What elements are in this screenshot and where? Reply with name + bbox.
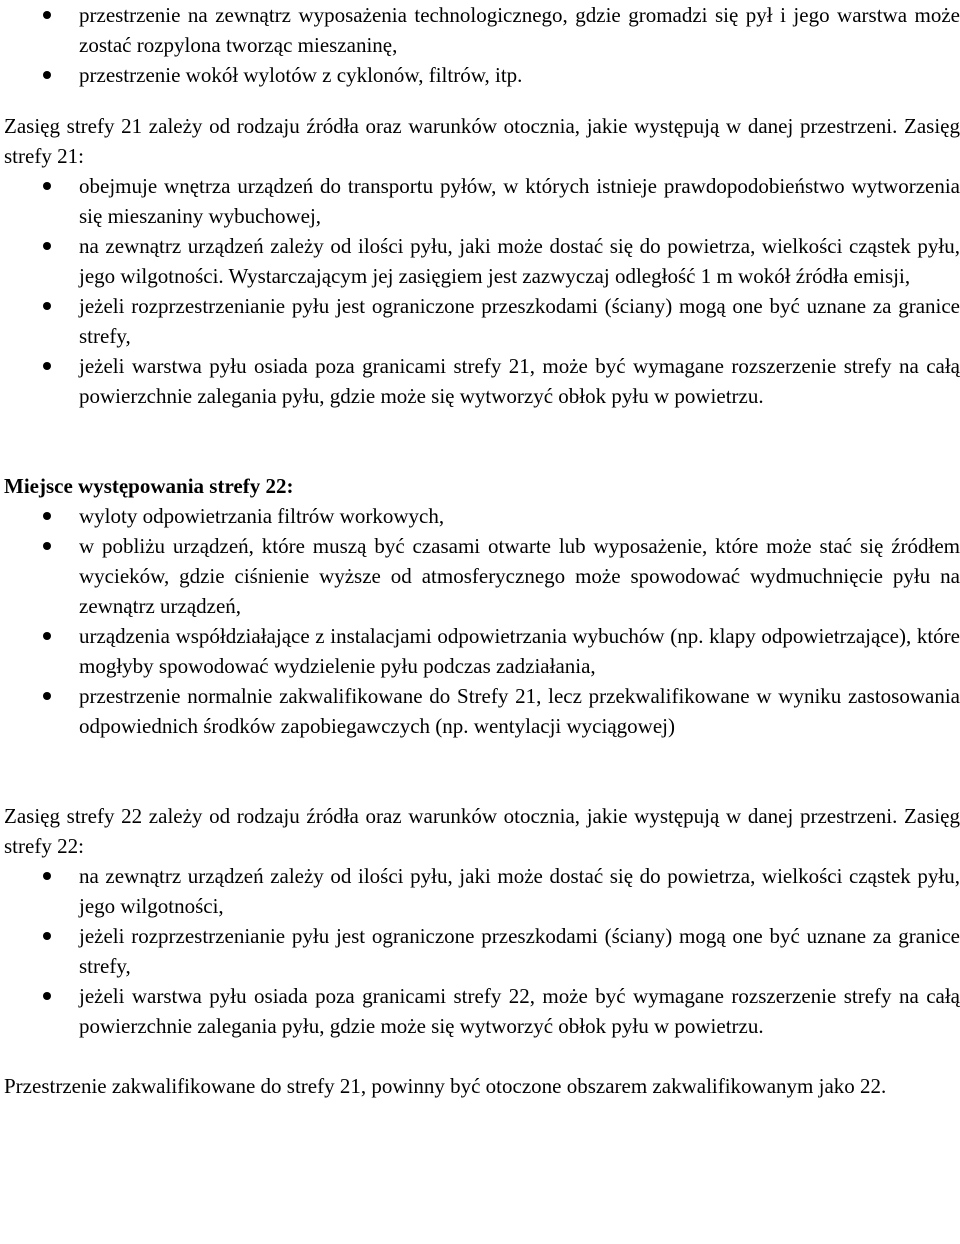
zone21-locations-list-continued — [4, 0, 960, 90]
list-item — [4, 861, 960, 921]
list-item — [4, 291, 960, 351]
list-item-text: na zewnątrz urządzeń zależy od ilości pyłu, jaki może dostać się do powietrza, wielkości cząstek pyłu, jego wilgotności, — [79, 864, 960, 918]
list-item — [4, 921, 960, 981]
list-item-text: przestrzenie na zewnątrz wyposażenia technologicznego, gdzie gromadzi się pył i jego warstwa może zostać rozpylona tworząc mieszaninę, — [79, 3, 960, 57]
bullet-icon — [43, 362, 51, 370]
spacer — [4, 90, 960, 111]
bullet-icon — [43, 932, 51, 940]
list-item — [4, 351, 960, 411]
bullet-icon — [43, 242, 51, 250]
list-item-text: przestrzenie wokół wylotów z cyklonów, filtrów, itp. — [79, 63, 523, 87]
list-item — [4, 981, 960, 1041]
zone22-range-list — [4, 861, 960, 1041]
list-item-text: na zewnątrz urządzeń zależy od ilości pyłu, jaki może dostać się do powietrza, wielkości cząstek pyłu, jego wilgotności. Wystarczającym jej zasięgiem jest zazwyczaj odległość 1 m wokół źródła emisji, — [79, 234, 960, 288]
document-page — [4, 0, 960, 1101]
bullet-icon — [43, 71, 51, 79]
bullet-icon — [43, 11, 51, 19]
zone21-range-list — [4, 171, 960, 411]
list-item — [4, 0, 960, 60]
list-item-text: wyloty odpowietrzania filtrów workowych, — [79, 504, 445, 528]
zone22-heading: Miejsce występowania strefy 22: — [4, 474, 294, 498]
list-item — [4, 501, 960, 531]
zone21-range-paragraph: Zasięg strefy 21 zależy od rodzaju źródła oraz warunków otocznia, jakie występują w danej przestrzeni. Zasięg strefy 21: — [4, 114, 960, 168]
bullet-icon — [43, 992, 51, 1000]
list-item-text: jeżeli warstwa pyłu osiada poza granicami strefy 21, może być wymagane rozszerzenie strefy na całą powierzchnie zalegania pyłu, gdzie może się wytworzyć obłok pyłu w powietrzu. — [79, 354, 960, 408]
list-item — [4, 531, 960, 621]
bullet-icon — [43, 632, 51, 640]
bullet-icon — [43, 182, 51, 190]
list-item — [4, 621, 960, 681]
list-item — [4, 171, 960, 231]
bullet-icon — [43, 512, 51, 520]
spacer — [4, 741, 960, 801]
spacer — [4, 411, 960, 471]
bullet-icon — [43, 542, 51, 550]
bullet-icon — [43, 302, 51, 310]
zone22-range-paragraph: Zasięg strefy 22 zależy od rodzaju źródła oraz warunków otocznia, jakie występują w danej przestrzeni. Zasięg strefy 22: — [4, 804, 960, 858]
list-item — [4, 60, 960, 90]
spacer — [4, 1041, 960, 1071]
list-item-text: jeżeli rozprzestrzenianie pyłu jest ograniczone przeszkodami (ściany) mogą one być uznane za granice strefy, — [79, 924, 960, 978]
list-item — [4, 681, 960, 741]
zone22-locations-list — [4, 501, 960, 741]
bullet-icon — [43, 872, 51, 880]
list-item-text: obejmuje wnętrza urządzeń do transportu pyłów, w których istnieje prawdopodobieństwo wytworzenia się mieszaniny wybuchowej, — [79, 174, 960, 228]
list-item — [4, 231, 960, 291]
list-item-text: w pobliżu urządzeń, które muszą być czasami otwarte lub wyposażenie, które może stać się źródłem wycieków, gdzie ciśnienie wyższe od atmosferycznego może spowodować wydmuchnięcie pyłu na zewnątrz urządzeń, — [79, 534, 960, 618]
list-item-text: urządzenia współdziałające z instalacjami odpowietrzania wybuchów (np. klapy odpowietrzające), które mogłyby spowodować wydzielenie pyłu podczas zadziałania, — [79, 624, 960, 678]
list-item-text: przestrzenie normalnie zakwalifikowane do Strefy 21, lecz przekwalifikowane w wyniku zastosowania odpowiednich środków zapobiegawczych (np. wentylacji wyciągowej) — [79, 684, 960, 738]
closing-paragraph: Przestrzenie zakwalifikowane do strefy 21, powinny być otoczone obszarem zakwalifikowanym jako 22. — [4, 1074, 887, 1098]
list-item-text: jeżeli rozprzestrzenianie pyłu jest ograniczone przeszkodami (ściany) mogą one być uznane za granice strefy, — [79, 294, 960, 348]
list-item-text: jeżeli warstwa pyłu osiada poza granicami strefy 22, może być wymagane rozszerzenie strefy na całą powierzchnie zalegania pyłu, gdzie może się wytworzyć obłok pyłu w powietrzu. — [79, 984, 960, 1038]
bullet-icon — [43, 692, 51, 700]
